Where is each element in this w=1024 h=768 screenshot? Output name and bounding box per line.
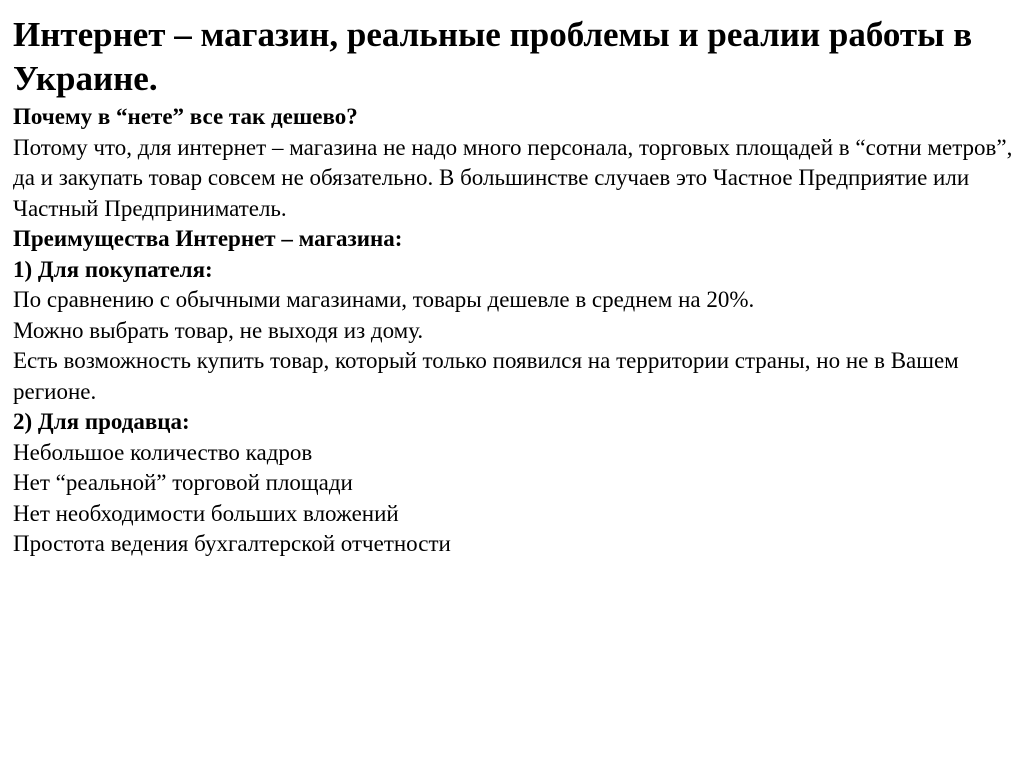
seller-item: Небольшое количество кадров: [13, 439, 313, 465]
buyer-item: Есть возможность купить товар, который только появился на территории страны, но не в Вашем регионе.: [13, 348, 959, 404]
buyer-heading: 1) Для покупателя:: [13, 256, 213, 282]
question-heading: Почему в “нете” все так дешево?: [13, 104, 358, 129]
buyer-item: Можно выбрать товар, не выходя из дому.: [13, 317, 424, 343]
buyer-item: По сравнению с обычными магазинами, товары дешевле в среднем на 20%.: [13, 287, 755, 312]
advantages-heading: Преимущества Интернет – магазина:: [13, 226, 403, 251]
slide-content: [13, 13, 1013, 560]
seller-item: Простота ведения бухгалтерской отчетности: [13, 531, 451, 556]
seller-item: Нет необходимости больших вложений: [13, 500, 399, 526]
seller-item: Нет “реальной” торговой площади: [13, 470, 353, 495]
answer-paragraph: Потому что, для интернет – магазина не надо много персонала, торговых площадей в “сотни метров”, да и закупать товар совсем не обязательно. В большинстве случаев это Частное Предприятие или Частный Предприниматель.: [13, 134, 1013, 221]
page-title: Интернет – магазин, реальные проблемы и реалии работы в Украине.: [13, 15, 973, 98]
seller-heading: 2) Для продавца:: [13, 409, 190, 434]
